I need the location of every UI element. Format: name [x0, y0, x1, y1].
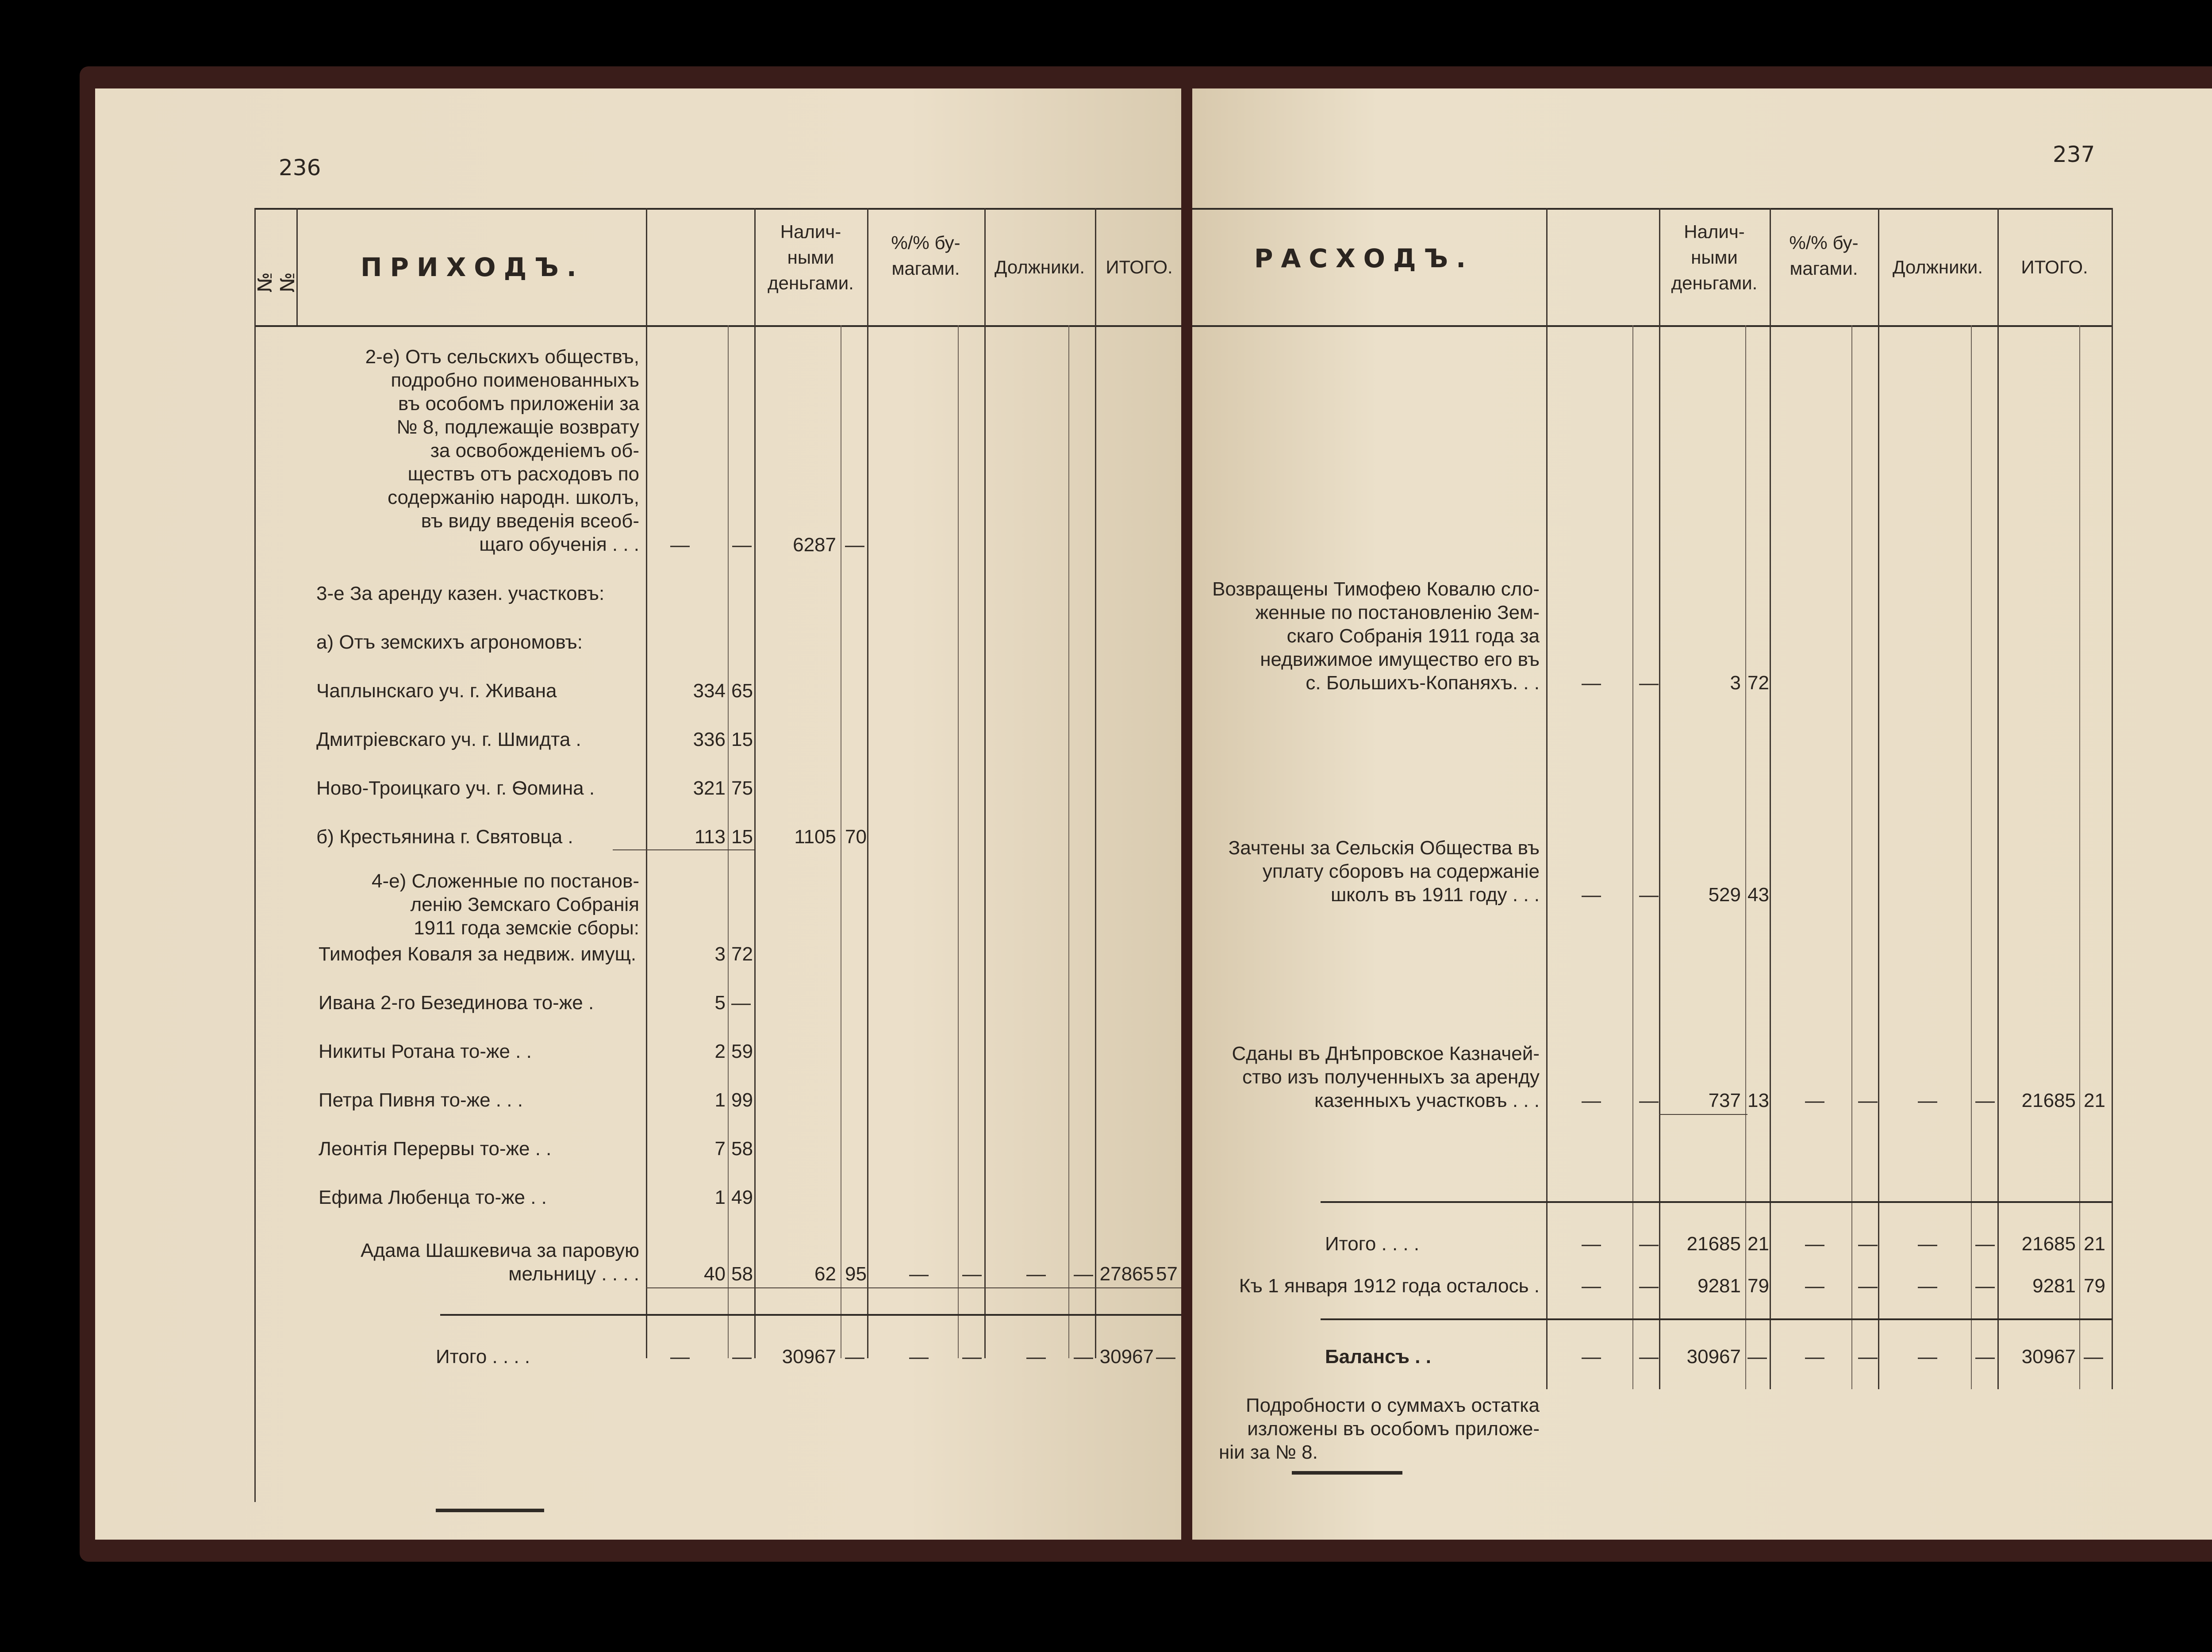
entry-3-total: 21685: [2021, 1090, 2076, 1111]
row-kop: —: [731, 992, 751, 1014]
entry-2-cash: 6287: [793, 534, 836, 556]
row-rub: 1: [714, 1089, 726, 1111]
income-total-total-kop: —: [1156, 1346, 1175, 1368]
entry-1-cash: 3: [1730, 672, 1741, 694]
row-rub: 7: [714, 1138, 726, 1160]
row-kop: 49: [731, 1187, 753, 1208]
entry-4-text: 4-е) Сложенные по постанов- ленiю Земскаго Собранiя 1911 года земскiе сборы:: [372, 870, 639, 939]
entry-2-cash: 529: [1708, 884, 1741, 906]
col-divider: [754, 208, 756, 1358]
balance-note: Подробности о суммахъ остатка изложены въ особомъ приложе- нiи за № 8.: [1219, 1395, 1540, 1463]
col-divider: [1997, 208, 1999, 1389]
cash-column-header: Налич- ными деньгами.: [768, 221, 854, 293]
income-total-label: Итого . . . .: [436, 1346, 530, 1368]
balance-cash-kop: —: [1747, 1346, 1767, 1368]
entry-2-cash-kop: 43: [1747, 884, 1769, 906]
page-number: 236: [279, 155, 321, 181]
remain-total: 9281: [2032, 1275, 2076, 1297]
entry-3-debt: —: [1918, 1090, 1937, 1111]
expense-entry-1-text: Возвращены Тимофею Ковалю сло- женные по постановленiю Зем- скаго Собранiя 1911 года за недвижимое имущество его въ с. Большихъ-Копаняхъ. . .: [1212, 578, 1540, 694]
remain-label: Къ 1 января 1912 года осталось .: [1239, 1275, 1540, 1297]
balance-debt-kop: —: [1975, 1346, 1995, 1368]
header-bottom-border: [254, 325, 1181, 327]
itogo-cash: 21685: [1686, 1233, 1741, 1255]
itogo-sec-kop: —: [1858, 1233, 1878, 1255]
itogo-total-kop: 21: [2084, 1233, 2105, 1255]
remain-cash-kop: 79: [1747, 1275, 1769, 1297]
remain-debt: —: [1918, 1275, 1937, 1297]
header-bottom-border: [1192, 325, 2112, 327]
securities-column-header: %/% бу- магами.: [891, 232, 960, 279]
entry-3-total-kop: 21: [2084, 1090, 2105, 1111]
balance-cash: 30967: [1686, 1346, 1741, 1368]
income-total-cash: 30967: [782, 1346, 836, 1368]
row-label: б) Крестьянина г. Святовца .: [316, 826, 573, 848]
remain-kop: —: [1639, 1275, 1659, 1297]
income-total-rub: —: [670, 1346, 690, 1368]
row-kop: 15: [731, 729, 753, 750]
entry-3-sec: —: [1805, 1090, 1824, 1111]
col-divider: [1659, 208, 1660, 1389]
balance-debt: —: [1918, 1346, 1937, 1368]
col-divider: [1095, 208, 1096, 1358]
row-kop: 65: [731, 680, 753, 702]
row-rub: 334: [693, 680, 726, 702]
col-divider: [1632, 325, 1633, 1389]
entry-1-rub: —: [1582, 672, 1601, 694]
col-divider: [646, 208, 647, 1358]
balance-total-kop: —: [2084, 1346, 2103, 1368]
col-divider: [1546, 208, 1548, 1389]
row-last-sec-kop: —: [962, 1263, 982, 1285]
col-divider: [867, 208, 868, 1358]
col-divider: [958, 325, 959, 1358]
left-page: [95, 88, 1181, 1540]
row-rub: 5: [714, 992, 726, 1014]
row-last-total: 27865: [1099, 1263, 1154, 1285]
row-rub: 3: [714, 943, 726, 965]
right-border: [2112, 208, 2113, 1389]
row-rub: 321: [693, 777, 726, 799]
row-rub: 2: [714, 1041, 726, 1062]
row-last-sec: —: [909, 1263, 929, 1285]
entry-3-title: 3-е За аренду казен. участковъ:: [316, 583, 605, 604]
row-rub: 40: [704, 1263, 726, 1285]
balance-rule: [1321, 1318, 2112, 1320]
row-kop: 58: [731, 1263, 753, 1285]
row-last-label: Адама Шашкевича за паровую мельницу . . . .: [361, 1240, 639, 1285]
row-last-cash-kop: 95: [845, 1263, 867, 1285]
row-rub: 1: [714, 1187, 726, 1208]
col-divider: [984, 208, 986, 1358]
itogo-debt: —: [1918, 1233, 1937, 1255]
balance-label: Балансъ . .: [1325, 1346, 1431, 1368]
entry-2-kop: —: [1639, 884, 1659, 906]
total-rule-heavy: [440, 1314, 1181, 1316]
col-divider: [1770, 208, 1771, 1389]
total-column-header: ИТОГО.: [2021, 257, 2088, 277]
subtotal-rule: [613, 849, 754, 850]
income-total-total: 30967: [1099, 1346, 1154, 1368]
row-last-debt-kop: —: [1074, 1263, 1093, 1285]
balance-rub: —: [1582, 1346, 1601, 1368]
itogo-sec: —: [1805, 1233, 1824, 1255]
entry-3-rub: —: [1582, 1090, 1601, 1111]
expense-entry-2-text: Зачтены за Сельскiя Общества въ уплату сборовъ на содержанiе школъ въ 1911 году . . .: [1228, 837, 1540, 906]
row-kop: 59: [731, 1041, 753, 1062]
row-kop: 15: [731, 826, 753, 848]
col-divider: [2079, 325, 2080, 1389]
subtotal-rule: [1659, 1114, 1747, 1115]
row-last-total-kop: 57: [1156, 1263, 1178, 1285]
remain-sec-kop: —: [1858, 1275, 1878, 1297]
income-total-debt-kop: —: [1074, 1346, 1093, 1368]
income-total-cash-kop: —: [845, 1346, 864, 1368]
itogo-cash-kop: 21: [1747, 1233, 1769, 1255]
balance-sec: —: [1805, 1346, 1824, 1368]
balance-sec-kop: —: [1858, 1346, 1878, 1368]
debtors-column-header: Должники.: [1892, 257, 1983, 277]
row-rub: 113: [694, 826, 726, 848]
row-kop: 58: [731, 1138, 753, 1160]
itogo-total: 21685: [2021, 1233, 2076, 1255]
entry-2-rub: —: [670, 534, 690, 556]
entry-3-debt-kop: —: [1975, 1090, 1995, 1111]
row-rub: 336: [693, 729, 726, 750]
income-total-sec: —: [909, 1346, 929, 1368]
entry-3-cash: 737: [1708, 1090, 1741, 1111]
remain-cash: 9281: [1697, 1275, 1741, 1297]
total-rule: [646, 1287, 1181, 1288]
row-label: Дмитрiевскаго уч. г. Шмидта .: [316, 729, 581, 750]
row-label: Никиты Ротана то-же . .: [319, 1041, 532, 1062]
row-label: Ивана 2-го Безединова то-же .: [319, 992, 594, 1014]
col-divider: [1851, 325, 1852, 1389]
entry-1-cash-kop: 72: [1747, 672, 1769, 694]
table-top-border: [254, 208, 1181, 210]
right-page: [1192, 88, 2212, 1540]
entry-2-text: 2-е) Отъ сельскихъ обществъ, подробно поименованныхъ въ особомъ приложенiи за № 8, подлежащiе возврату за освобожденiемъ об- ществъ отъ расходовъ по содержанiю народн. школъ, въ виду введенiя всеоб- щаго обученiя . . .: [365, 346, 639, 555]
row-kop: 72: [731, 943, 753, 965]
itogo-debt-kop: —: [1975, 1233, 1995, 1255]
col-divider: [1745, 325, 1746, 1389]
balance-total: 30967: [2021, 1346, 2076, 1368]
debtors-column-header: Должники.: [994, 257, 1085, 277]
remain-total-kop: 79: [2084, 1275, 2105, 1297]
entry-3-total-cash-kop: 70: [845, 826, 867, 848]
entry-3-total-cash: 1105: [794, 826, 836, 848]
entry-2-rub: —: [1582, 884, 1601, 906]
row-label: Тимофея Коваля за недвиж. имущ.: [319, 943, 637, 965]
income-total-sec-kop: —: [962, 1346, 982, 1368]
expense-title: РАСХОДЪ.: [1254, 243, 1474, 273]
row-label: Ефима Любенца то-же . .: [319, 1187, 547, 1208]
income-total-debt: —: [1026, 1346, 1046, 1368]
entry-2-kop: —: [732, 534, 752, 556]
remain-debt-kop: —: [1975, 1275, 1995, 1297]
row-label: Леонтiя Перервы то-же . .: [319, 1138, 552, 1160]
number-column-header: №№: [254, 272, 299, 292]
entry-3-sec-kop: —: [1858, 1090, 1878, 1111]
row-label: Чаплынскаго уч. г. Живана: [316, 680, 557, 702]
col-divider: [1971, 325, 1972, 1389]
itogo-rub: —: [1582, 1233, 1601, 1255]
col-divider: [728, 325, 729, 1358]
row-kop: 75: [731, 777, 753, 799]
row-last-debt: —: [1026, 1263, 1046, 1285]
end-rule: [436, 1509, 544, 1512]
row-kop: 99: [731, 1089, 753, 1111]
left-border: [254, 208, 256, 1502]
remain-sec: —: [1805, 1275, 1824, 1297]
table-top-border: [1192, 208, 2112, 210]
entry-3-cash-kop: 13: [1747, 1090, 1769, 1111]
entry-2-cash-kop: —: [845, 534, 864, 556]
end-rule: [1292, 1471, 1402, 1475]
row-label: Петра Пивня то-же . . .: [319, 1089, 523, 1111]
remain-rub: —: [1582, 1275, 1601, 1297]
securities-column-header: %/% бу- магами.: [1789, 232, 1859, 279]
itogo-kop: —: [1639, 1233, 1659, 1255]
page-number: 237: [2053, 142, 2095, 167]
income-title: ПРИХОДЪ.: [361, 252, 584, 282]
expense-itogo-label: Итого . . . .: [1325, 1233, 1420, 1255]
cash-column-header: Налич- ными деньгами.: [1671, 221, 1758, 293]
entry-3a-title: а) Отъ земскихъ агрономовъ:: [316, 631, 583, 653]
itogo-rule: [1321, 1201, 2112, 1203]
income-total-kop: —: [732, 1346, 752, 1368]
entry-1-kop: —: [1639, 672, 1659, 694]
row-last-cash: 62: [814, 1263, 836, 1285]
expense-entry-3-text: Сданы въ Днѣпровское Казначей- ство изъ полученныхъ за аренду казенныхъ участковъ . . .: [1232, 1043, 1540, 1111]
col-divider: [1068, 325, 1069, 1358]
col-divider: [1878, 208, 1879, 1389]
balance-kop: —: [1639, 1346, 1659, 1368]
total-column-header: ИТОГО.: [1106, 257, 1173, 277]
entry-3-kop: —: [1639, 1090, 1659, 1111]
row-label: Ново-Троицкаго уч. г. Ѳомина .: [316, 777, 595, 799]
